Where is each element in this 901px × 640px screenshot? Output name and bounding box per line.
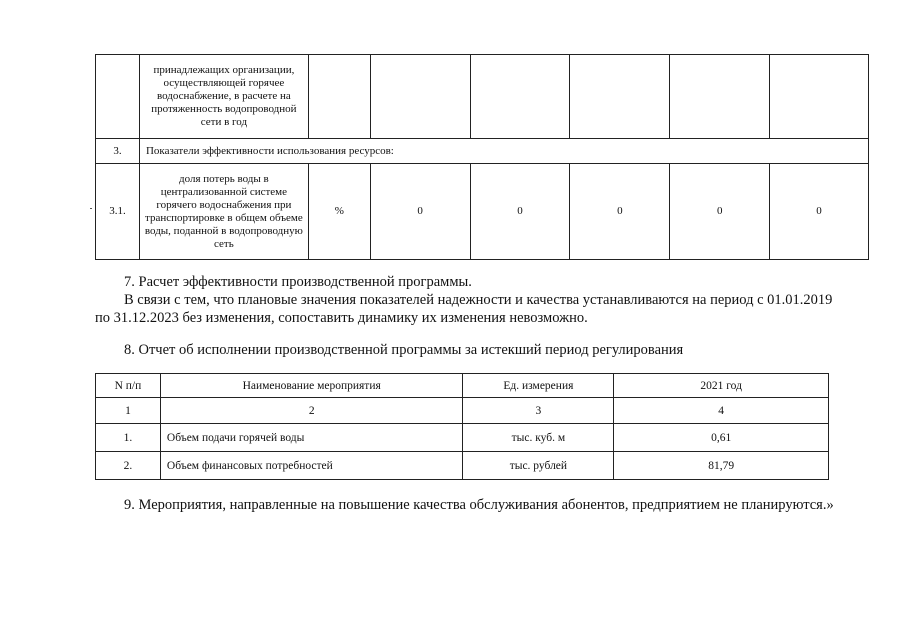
table-header-row bbox=[96, 374, 829, 398]
table-cell bbox=[308, 55, 370, 139]
section-label: Показатели эффективности использования ресурсов: bbox=[139, 139, 868, 164]
column-header: 2021 год bbox=[614, 374, 829, 398]
scan-mark bbox=[90, 208, 92, 209]
unit-cell: % bbox=[308, 164, 370, 260]
index-cell: 4 bbox=[614, 398, 829, 424]
table-row bbox=[96, 452, 829, 480]
table-row bbox=[96, 164, 869, 260]
value-cell: 0 bbox=[370, 164, 470, 260]
section-8-title: 8. Отчет об исполнении производственной программы за истекший период регулирования bbox=[124, 342, 684, 358]
unit-cell: тыс. куб. м bbox=[463, 424, 614, 452]
index-cell: 3 bbox=[463, 398, 614, 424]
value-cell: 0 bbox=[470, 164, 570, 260]
value-cell: 0,61 bbox=[614, 424, 829, 452]
table-row bbox=[96, 55, 869, 139]
measure-name: Объем финансовых потребностей bbox=[160, 452, 463, 480]
table-row bbox=[96, 398, 829, 424]
index-cell: 1 bbox=[96, 398, 161, 424]
table-cell bbox=[96, 55, 140, 139]
table-cell bbox=[370, 55, 470, 139]
report-table bbox=[95, 373, 829, 480]
column-header: Наименование мероприятия bbox=[160, 374, 463, 398]
row-number: 1. bbox=[96, 424, 161, 452]
row-number: 3.1. bbox=[96, 164, 140, 260]
column-header: Ед. измерения bbox=[463, 374, 614, 398]
index-cell: 2 bbox=[160, 398, 463, 424]
table-row bbox=[96, 139, 869, 164]
section-7-line-1: В связи с тем, что плановые значения показателей надежности и качества устанавливаются на период с 01.01.2019 bbox=[124, 292, 833, 308]
table-cell bbox=[570, 55, 670, 139]
indicator-description: принадлежащих организации, осуществляющей горячее водоснабжение, в расчете на протяженность водопроводной сети в год bbox=[139, 55, 308, 139]
table-cell bbox=[470, 55, 570, 139]
column-header: N п/п bbox=[96, 374, 161, 398]
row-number: 2. bbox=[96, 452, 161, 480]
value-cell: 0 bbox=[570, 164, 670, 260]
measure-name: Объем подачи горячей воды bbox=[160, 424, 463, 452]
table-cell bbox=[670, 55, 770, 139]
table-row bbox=[96, 424, 829, 452]
section-7-line-2: по 31.12.2023 без изменения, сопоставить динамику их изменения невозможно. bbox=[95, 310, 588, 326]
value-cell: 0 bbox=[670, 164, 770, 260]
value-cell: 0 bbox=[770, 164, 869, 260]
indicator-description: доля потерь воды в централизованной системе горячего водоснабжения при транспортировке в общем объеме воды, поданной в водопроводную сеть bbox=[139, 164, 308, 260]
unit-cell: тыс. рублей bbox=[463, 452, 614, 480]
section-9-text: 9. Мероприятия, направленные на повышение качества обслуживания абонентов, предприятием не планируются.» bbox=[124, 497, 834, 513]
table-cell bbox=[770, 55, 869, 139]
row-number: 3. bbox=[96, 139, 140, 164]
section-7-title: 7. Расчет эффективности производственной программы. bbox=[124, 274, 472, 290]
value-cell: 81,79 bbox=[614, 452, 829, 480]
indicators-table bbox=[95, 54, 869, 260]
